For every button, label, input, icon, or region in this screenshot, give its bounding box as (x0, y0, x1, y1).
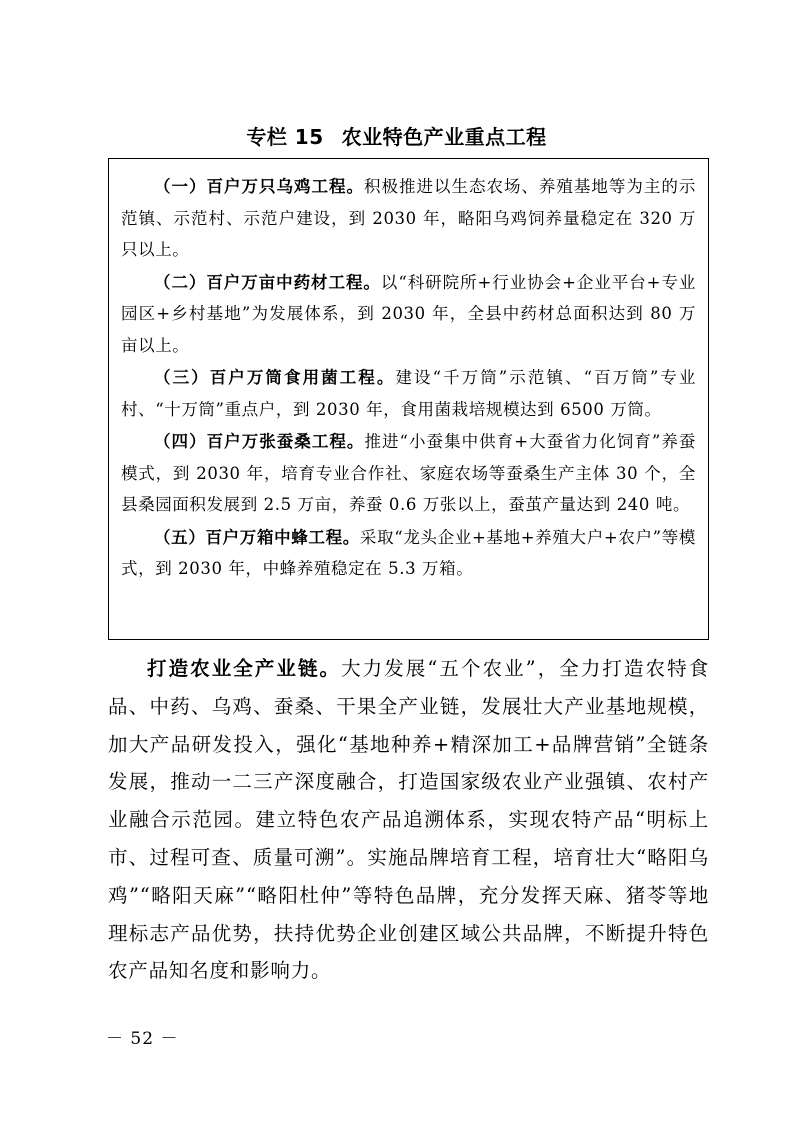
column-title (0, 122, 793, 152)
box-item-text: 建设“千万筒”示范镇、“百万筒”专业村、“十万筒”重点户，到 2030 年，食用菌栽培规模达到 6500 万筒。 (121, 368, 696, 419)
box-item-heading: （四）百户万张蚕桑工程。 (154, 432, 365, 451)
body-paragraph (108, 650, 709, 990)
box-item-text: 以“科研院所+行业协会+企业平台+专业园区+乡村基地”为发展体系，到 2030 年，全县中药材总面积达到 80 万亩以上。 (121, 272, 697, 355)
page-number: － 52 － (106, 1029, 179, 1049)
box-item (121, 267, 696, 362)
body-text: 大力发展“五个农业”，全力打造农特食品、中药、乌鸡、蚕桑、干果全产业链，发展壮大产业基地规模，加大产品研发投入，强化“基地种养+精深加工+品牌营销”全链条发展，推动一二三产深度融合，打造国家级农业产业强镇、农村产业融合示范园。建立特色农产品追溯体系，实现农特产品“明标上市、过程可查、质量可溯”。实施品牌培育工程，培育壮大“略阳乌鸡”“略阳天麻”“略阳杜仲”等特色品牌，充分发挥天麻、猪苓等地理标志产品优势，扶持优势企业创建区域公共品牌，不断提升特色农产品知名度和影响力。 (108, 657, 709, 983)
column-title-text: 农业特色产业重点工程 (341, 125, 547, 149)
box-item-heading: （二）百户万亩中药材工程。 (154, 272, 381, 292)
box-item (121, 522, 696, 585)
box-item-text: 推进“小蚕集中供育+大蚕省力化饲育”养蚕模式，到 2030 年，培育专业合作社、家庭农场等蚕桑生产主体 30 个，全县桑园面积发展到 2.5 万亩，养蚕 0.6 万张以上，蚕茧产量达到 240 吨。 (121, 432, 696, 514)
box-item (121, 171, 696, 266)
body-paragraph-block (108, 650, 709, 990)
box-item-text: 积极推进以生态农场、养殖基地等为主的示范镇、示范村、示范户建设，到 2030 年，略阳乌鸡饲养量稳定在 320 万只以上。 (121, 177, 697, 259)
column-label: 专栏 15 (246, 125, 324, 149)
body-heading: 打造农业全产业链。 (147, 657, 342, 680)
box-item-heading: （五）百户万箱中蜂工程。 (154, 527, 360, 547)
box-item (121, 426, 696, 521)
box-item-text: 采取“龙头企业+基地+养殖大户+农户”等模式，到 2030 年，中蜂养殖稳定在 5.3 万箱。 (121, 527, 697, 578)
box-item-heading: （一）百户万只乌鸡工程。 (154, 177, 364, 196)
box-item (121, 362, 696, 425)
column-box (108, 158, 709, 640)
box-item-heading: （三）百户万筒食用菌工程。 (154, 368, 396, 387)
